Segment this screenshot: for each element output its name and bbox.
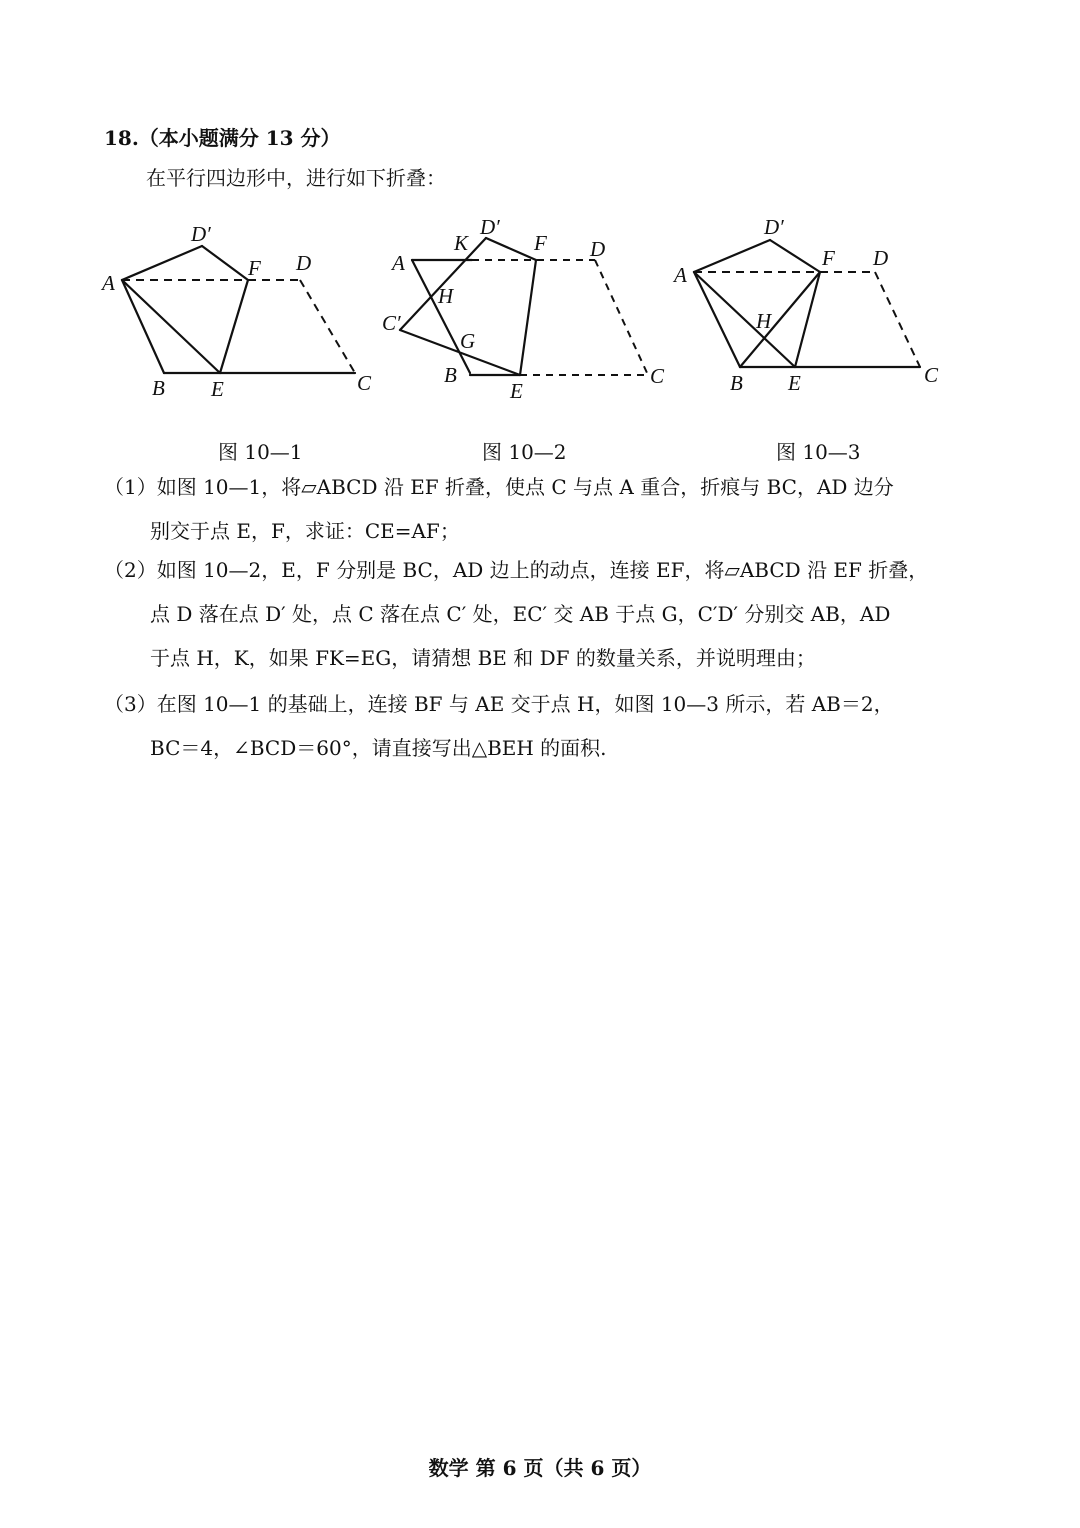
label-f: F [534, 231, 547, 255]
question-header: 18.（本小题满分 13 分） [104, 126, 341, 150]
label-e: E [211, 377, 224, 401]
label-e: E [788, 371, 801, 395]
part-2-line-1: （2）如图 10—2，E，F 分别是 BC，AD 边上的动点，连接 EF，将▱ABCD 沿 EF 折叠， [104, 558, 929, 582]
question-part-1 [104, 465, 934, 553]
figure-10-3-caption: 图 10—3 [776, 440, 861, 464]
dashed-dc [875, 272, 920, 367]
label-h: H [756, 309, 772, 333]
question-part-3 [104, 682, 934, 770]
label-a: A [392, 251, 405, 275]
segment-ab [122, 280, 164, 373]
segment-ad1 [694, 240, 770, 272]
label-d-prime: D′ [191, 222, 211, 246]
figure-10-2-diagram [380, 210, 680, 410]
question-intro: 在平行四边形中，进行如下折叠： [146, 166, 446, 190]
label-d: D [590, 237, 606, 261]
label-c: C [650, 364, 665, 388]
label-f: F [822, 246, 835, 270]
label-h: H [438, 284, 454, 308]
segment-ad1 [122, 246, 202, 280]
part-3-line-1: （3）在图 10—1 的基础上，连接 BF 与 AE 交于点 H，如图 10—3 所示，若 AB＝2， [104, 692, 894, 716]
figure-10-3-diagram [670, 210, 960, 410]
page-footer: 数学 第 6 页（共 6 页） [428, 1456, 652, 1480]
segment-d1f [486, 238, 536, 260]
segment-fe [520, 260, 536, 375]
figure-10-2 [380, 210, 680, 464]
label-b: B [444, 363, 457, 387]
label-d: D [296, 251, 312, 275]
part-2-line-2: 点 D 落在点 D′ 处，点 C 落在点 C′ 处，EC′ 交 AB 于点 G，C′D′ 分别交 AB，AD [150, 602, 891, 626]
label-k: K [454, 231, 469, 255]
part-1-line-2: 别交于点 E，F，求证：CE=AF； [150, 519, 460, 543]
segment-d1f [770, 240, 820, 272]
label-a: A [674, 263, 687, 287]
part-2-line-3: 于点 H，K，如果 FK=EG，请猜想 BE 和 DF 的数量关系，并说明理由； [150, 646, 816, 670]
part-1-line-1: （1）如图 10—1，将▱ABCD 沿 EF 折叠，使点 C 与点 A 重合，折痕与 BC，AD 边分 [104, 475, 894, 499]
figure-10-1 [100, 210, 380, 464]
label-e: E [510, 379, 523, 403]
figure-10-1-caption: 图 10—1 [218, 440, 303, 464]
segment-fe [220, 280, 248, 373]
label-d: D [873, 246, 889, 270]
dashed-dc [595, 260, 648, 375]
figure-10-2-caption: 图 10—2 [482, 440, 567, 464]
question-part-2 [104, 548, 934, 680]
label-a: A [102, 271, 115, 295]
segment-ab [694, 272, 740, 367]
label-d-prime: D′ [764, 215, 784, 239]
figure-10-3 [670, 210, 960, 464]
label-d-prime: D′ [480, 215, 500, 239]
dashed-dc [300, 280, 355, 373]
label-c: C [924, 363, 939, 387]
segment-ae [122, 280, 220, 373]
segment-d1f [202, 246, 248, 280]
label-c-prime: C′ [382, 311, 401, 335]
segment-ab [412, 260, 470, 373]
part-3-line-2: BC＝4，∠BCD＝60°，请直接写出△BEH 的面积. [150, 736, 607, 760]
figure-10-1-diagram [100, 210, 380, 410]
label-g: G [460, 329, 476, 353]
label-f: F [248, 256, 261, 280]
label-b: B [730, 371, 743, 395]
label-c: C [357, 371, 372, 395]
label-b: B [152, 376, 165, 400]
